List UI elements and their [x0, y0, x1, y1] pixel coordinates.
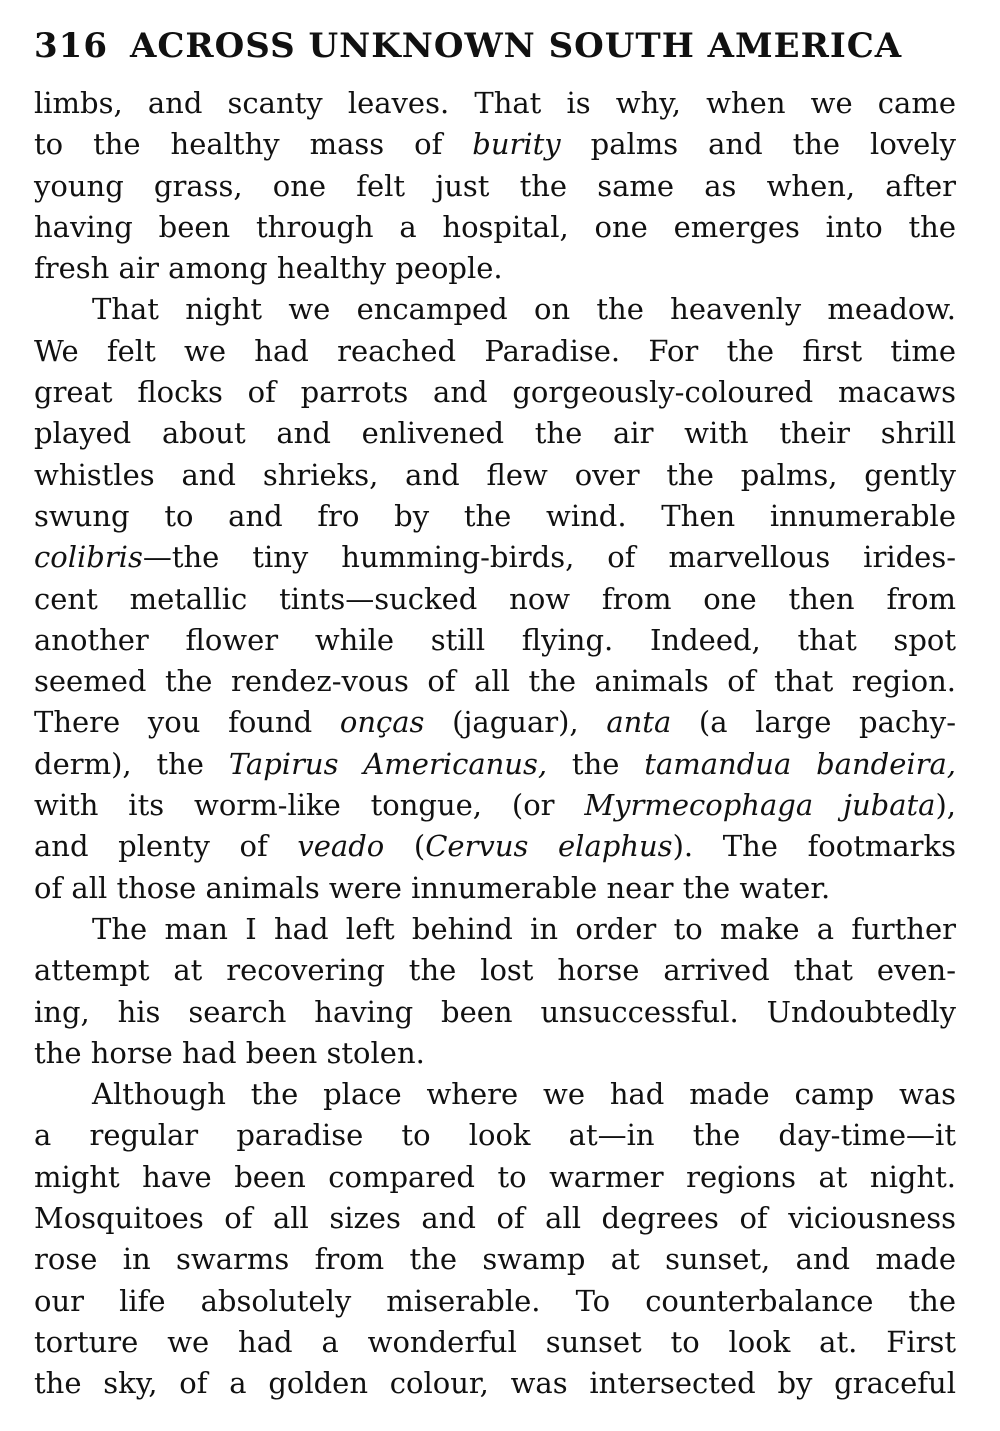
text-line [34, 455, 956, 496]
text-line [34, 413, 956, 454]
text-line [34, 207, 956, 248]
text-run: attempt at recovering the lost horse arrived that even- [34, 953, 956, 988]
running-title: ACROSS UNKNOWN SOUTH AMERICA [129, 26, 903, 66]
text-run: (a large pachy- [671, 705, 956, 740]
italic-term: colibris [34, 540, 143, 575]
paragraph [34, 289, 956, 908]
italic-term: tamandua bandeira, [644, 746, 956, 781]
text-run: with its worm-like tongue, (or [34, 788, 585, 823]
italic-term: Cervus elaphus [425, 829, 673, 864]
text-run: ). The footmarks [672, 829, 956, 864]
text-line [34, 579, 956, 620]
text-run: ing, his search having been unsuccessful. Undoubtedly [34, 994, 956, 1029]
text-run: Although the place where we had made camp was [92, 1077, 956, 1112]
text-run: seemed the rendez-vous of all the animals of that region. [34, 664, 956, 699]
text-run: played about and enlivened the air with their shrill [34, 416, 956, 451]
text-line [34, 1363, 956, 1404]
text-line [34, 1033, 956, 1074]
text-run: That night we encamped on the heavenly meadow. [92, 292, 956, 327]
text-run: whistles and shrieks, and flew over the palms, gently [34, 457, 956, 492]
text-run: the sky, of a golden colour, was intersected by graceful [34, 1366, 956, 1401]
text-run: great flocks of parrots and gorgeously-coloured macaws [34, 375, 956, 410]
text-run: and plenty of [34, 829, 298, 864]
text-run: a regular paradise to look at—in the day-time—it [34, 1118, 956, 1153]
text-run: young grass, one felt just the same as when, after [34, 168, 956, 203]
text-line [34, 166, 956, 207]
paragraph [34, 909, 956, 1074]
text-run: swung to and fro by the wind. Then innumerable [34, 498, 956, 533]
text-run: torture we had a wonderful sunset to look at. First [34, 1324, 956, 1359]
text-run: (jaguar), [424, 705, 607, 740]
italic-term: Myrmecophaga jubata [584, 788, 936, 823]
text-line [34, 1115, 956, 1156]
text-line [34, 661, 956, 702]
italic-term: onças [339, 705, 425, 740]
text-run: limbs, and scanty leaves. That is why, when we came [34, 86, 956, 120]
text-line [34, 909, 956, 950]
italic-term: Tapirus Americanus, [228, 746, 548, 781]
text-line [34, 248, 956, 289]
italic-term: anta [606, 705, 672, 740]
body-text [34, 83, 956, 1405]
text-run: might have been compared to warmer regions at night. [34, 1159, 956, 1194]
paragraph [34, 1074, 956, 1404]
text-run: derm), the [34, 746, 229, 781]
text-line [34, 744, 956, 785]
text-line [34, 950, 956, 991]
text-run: to the healthy mass of [34, 127, 473, 162]
text-run: rose in swarms from the swamp at sunset, and made [34, 1242, 956, 1277]
text-line [34, 124, 956, 165]
text-line [34, 992, 956, 1033]
text-run: Mosquitoes of all sizes and of all degrees of viciousness [34, 1201, 956, 1236]
text-run: We felt we had reached Paradise. For the first time [34, 333, 956, 368]
text-line [34, 868, 956, 909]
text-line [34, 537, 956, 578]
text-run: ( [384, 829, 426, 864]
text-run: the horse had been stolen. [34, 1035, 425, 1070]
text-line [34, 826, 956, 867]
text-line [34, 785, 956, 826]
text-run: the [547, 746, 645, 781]
text-line [34, 620, 956, 661]
text-line [34, 289, 956, 330]
italic-term: veado [297, 829, 385, 864]
text-run: ), [935, 788, 957, 823]
text-line [34, 83, 956, 124]
text-run: —the tiny humming-birds, of marvellous irides- [142, 540, 956, 575]
text-run: our life absolutely miserable. To counterbalance the [34, 1283, 956, 1318]
text-line [34, 331, 956, 372]
page-number: 316 [34, 26, 108, 66]
text-line [34, 1198, 956, 1239]
text-line [34, 372, 956, 413]
text-run: having been through a hospital, one emerges into the [34, 209, 956, 244]
text-run: There you found [34, 705, 340, 740]
text-line [34, 1074, 956, 1115]
text-line [34, 1281, 956, 1322]
text-run: cent metallic tints—sucked now from one then from [34, 581, 956, 616]
text-line [34, 702, 956, 743]
italic-term: burity [472, 127, 561, 162]
text-run: palms and the lovely [560, 127, 956, 162]
text-line [34, 1322, 956, 1363]
running-header [34, 24, 964, 68]
text-run: another flower while still flying. Indeed, that spot [34, 622, 956, 657]
text-line [34, 496, 956, 537]
text-run: of all those animals were innumerable near the water. [34, 870, 831, 905]
text-run: fresh air among healthy people. [34, 251, 503, 286]
text-run: The man I had left behind in order to make a further [92, 911, 956, 946]
paragraph [34, 83, 956, 289]
text-line [34, 1157, 956, 1198]
text-line [34, 1239, 956, 1280]
